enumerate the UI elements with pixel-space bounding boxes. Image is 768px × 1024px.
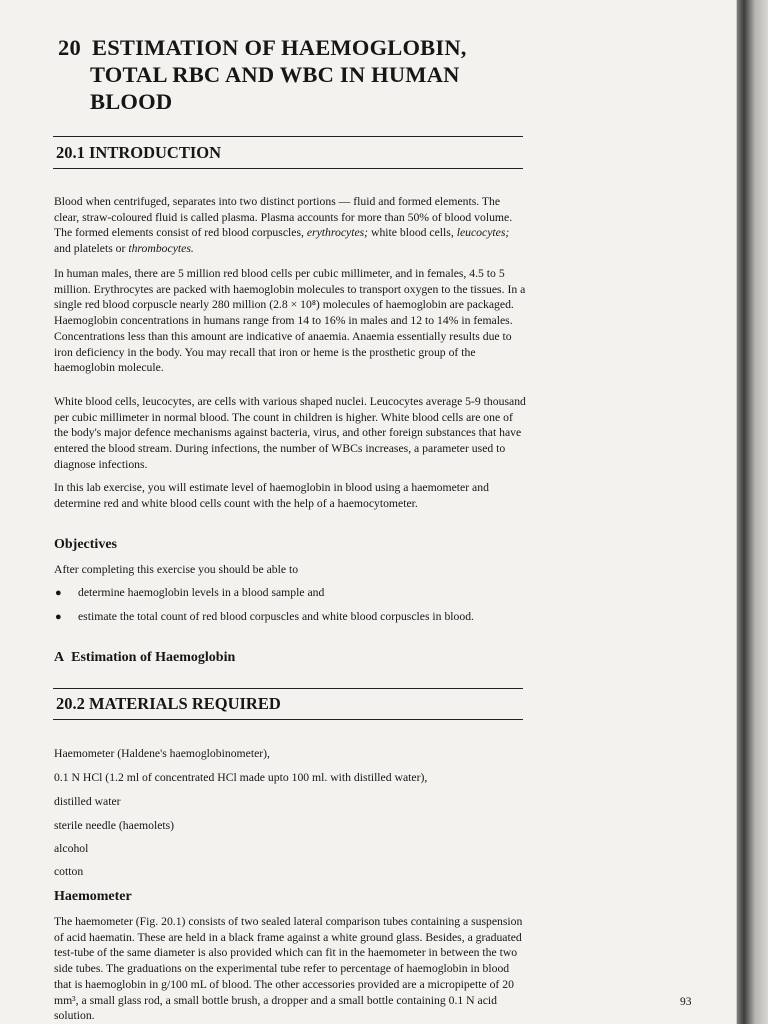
section-rule-bottom (53, 719, 523, 720)
bullet-icon: ● (55, 587, 62, 599)
page-number: 93 (680, 996, 692, 1008)
material-item: cotton (54, 865, 84, 878)
chapter-title-line-1: ESTIMATION OF HAEMOGLOBIN, (92, 35, 467, 60)
material-item: sterile needle (haemolets) (54, 819, 175, 832)
section-heading-introduction: 20.1 INTRODUCTION (56, 143, 222, 162)
page-binding-edge (736, 0, 768, 1024)
intro-paragraph-4: In this lab exercise, you will estimate level of haemoglobin in blood using a haemometer and determine red and white blood cells count with the help of a haemocytometer. (54, 481, 489, 510)
objectives-heading: Objectives (54, 537, 117, 552)
objectives-lead: After completing this exercise you should be able to (54, 563, 299, 576)
chapter-number: 20 (58, 35, 81, 60)
section-rule-bottom (53, 168, 523, 169)
chapter-title (58, 34, 538, 115)
part-a-heading: A Estimation of Haemoglobin (54, 650, 236, 665)
chapter-title-line-2: TOTAL RBC AND WBC IN HUMAN (90, 62, 460, 87)
objective-item-1: determine haemoglobin levels in a blood sample and (78, 586, 325, 599)
page-edge-line (736, 0, 737, 1024)
section-rule-top (53, 136, 523, 137)
haemometer-paragraph: The haemometer (Fig. 20.1) consists of two sealed lateral comparison tubes containing a suspension of acid haematin. These are held in a black frame against a white ground glass. Besides, a graduated test-tube of the same diameter is also provided which can fit in the haemometer in between the two side tubes. The graduations on the experimental tube refer to percentage of haemoglobin in blood that is haemoglobin in g/100 mL of blood. The other accessories provided are a micropipette of 20 mm³, a small glass rod, a small bottle brush, a dropper and a small bottle containing 0.1 N acid solution. (54, 915, 523, 1023)
intro-paragraph-1: Blood when centrifuged, separates into two distinct portions — fluid and formed elements. The clear, straw-coloured fluid is called plasma. Plasma accounts for more than 50% of blood volume. The formed elements consist of red blood corpuscles, erythrocytes; white blood cells, leucocytes; and platelets or thrombocytes. (54, 195, 513, 256)
objective-item-2: estimate the total count of red blood corpuscles and white blood corpuscles in blood. (78, 610, 474, 623)
material-item: alcohol (54, 842, 89, 855)
material-item: Haemometer (Haldene's haemoglobinometer), (54, 747, 270, 760)
chapter-title-line-3: BLOOD (90, 89, 173, 114)
haemometer-heading: Haemometer (54, 889, 132, 904)
intro-paragraph-3: White blood cells, leucocytes, are cells with various shaped nuclei. Leucocytes average 5-9 thousand per cubic millimeter in normal blood. The count in children is higher. White blood cells are one of the body's major defence mechanisms against bacteria, virus, and other foreign substances that have entered the blood stream. During infections, the number of WBCs increases, a parameter used to diagnose infections. (54, 395, 526, 471)
intro-paragraph-2: In human males, there are 5 million red blood cells per cubic millimeter, and in females, 4.5 to 5 million. Erythrocytes are packed with haemoglobin molecules to transport oxygen to the tissues. In a single red blood corpuscle nearly 280 million (2.8 × 10⁸) molecules of haemoglobin are packaged. Haemoglobin concentrations in humans range from 14 to 16% in males and 12 to 14% in females. Concentrations less than this amount are indicative of anaemia. Anaemia essentially results due to iron deficiency in the body. You may recall that iron or heme is the prosthetic group of the haemoglobin molecule. (54, 267, 526, 375)
material-item: 0.1 N HCl (1.2 ml of concentrated HCl made upto 100 ml. with distilled water), (54, 771, 428, 784)
section-heading-materials: 20.2 MATERIALS REQUIRED (56, 694, 281, 713)
material-item: distilled water (54, 795, 121, 808)
section-rule-top (53, 688, 523, 689)
bullet-icon: ● (55, 611, 62, 623)
